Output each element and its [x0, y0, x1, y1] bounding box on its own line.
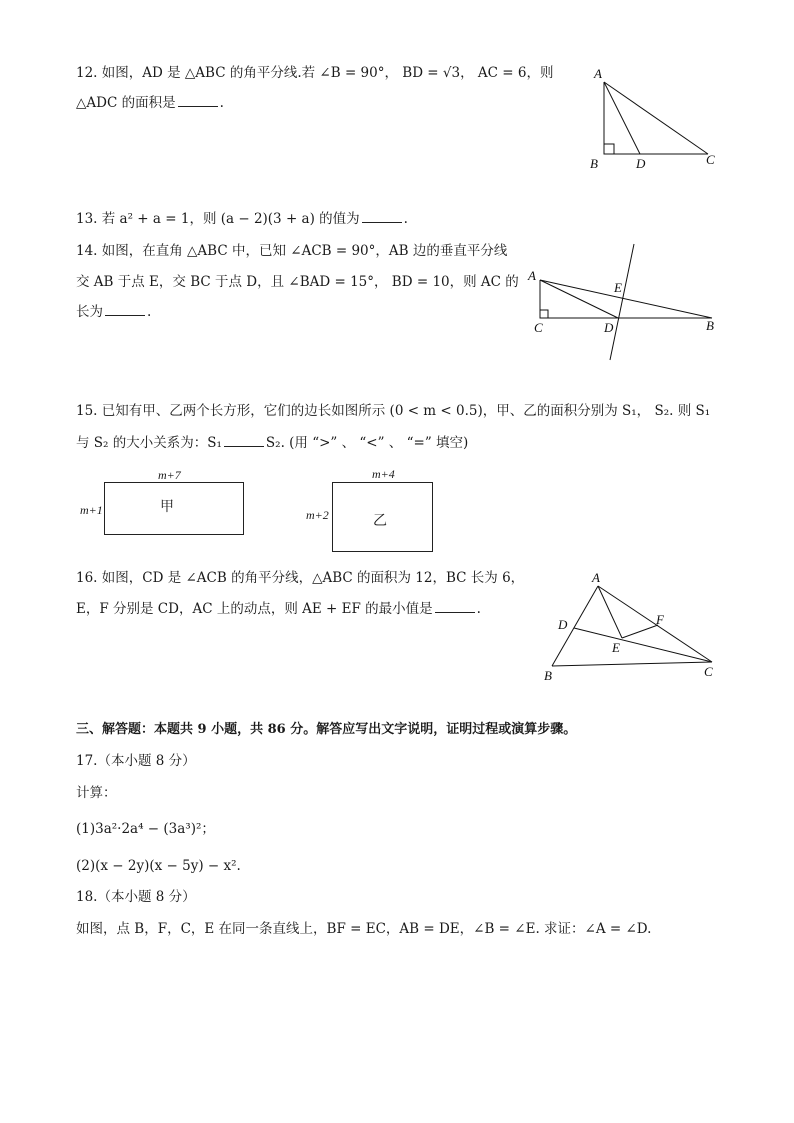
rect2-top-label: m+4	[372, 467, 395, 481]
right-angle-mark	[604, 144, 614, 154]
q15-line2	[76, 434, 468, 452]
label-C: C	[704, 664, 713, 679]
q13-line	[76, 210, 408, 228]
label-A: A	[594, 66, 602, 81]
rect2-name: 乙	[373, 513, 387, 529]
label-C: C	[706, 152, 715, 167]
q14-line1: 14. 如图，在直角 △ABC 中，已知 ∠ACB = 90°，AB 边的垂直平分线	[76, 243, 508, 259]
answer-blank	[178, 94, 218, 107]
label-E: E	[614, 280, 622, 295]
q17-part2: (2)(x − 2y)(x − 5y) − x².	[76, 858, 241, 874]
q14-line3-text: 长为	[76, 304, 103, 320]
q12-line2-end: .	[219, 95, 224, 111]
answer-blank	[224, 434, 264, 447]
label-B: B	[706, 318, 714, 333]
answer-blank	[362, 210, 402, 223]
q16-line1: 16. 如图，CD 是 ∠ACB 的角平分线，△ABC 的面积为 12，BC 长为 6，	[76, 570, 525, 586]
q12-line2	[76, 94, 224, 112]
rect1-side-label: m+1	[80, 503, 103, 517]
q15-line2b: S₂. (用 “>” 、 “<” 、 “=” 填空)	[265, 435, 469, 451]
q12-line1: 12. 如图，AD 是 △ABC 的角平分线.若 ∠B = 90°， BD = √3， AC = 6，则	[76, 65, 554, 81]
q15-line2a: 与 S₂ 的大小关系为：S₁	[76, 435, 222, 451]
rect1-top-label: m+7	[158, 468, 181, 482]
q14-line2: 交 AB 于点 E，交 BC 于点 D，且 ∠BAD = 15°， BD = 10，则 AC 的	[76, 274, 519, 290]
q14-line3-end: .	[147, 304, 152, 320]
q17-title: 17.（本小题 8 分）	[76, 753, 196, 769]
q15-line1: 15. 已知有甲、乙两个长方形，它们的边长如图所示 (0 < m < 0.5)，甲、乙的面积分别为 S₁， S₂. 则 S₁	[76, 403, 711, 419]
q12-figure	[580, 60, 730, 180]
q16-line2-end: .	[476, 601, 481, 617]
section3-heading: 三、解答题：本题共 9 小题，共 86 分。解答应写出文字说明，证明过程或演算步骤。	[76, 722, 577, 737]
q17-intro: 计算：	[76, 785, 117, 801]
q18-text: 如图，点 B，F，C，E 在同一条直线上，BF = EC，AB = DE，∠B = ∠E. 求证：∠A = ∠D.	[76, 921, 652, 937]
q17-part1: (1)3a²·2a⁴ − (3a³)²；	[76, 821, 215, 837]
label-D: D	[558, 617, 568, 632]
label-A: A	[592, 570, 600, 585]
label-C: C	[534, 320, 543, 335]
q18-title: 18.（本小题 8 分）	[76, 889, 196, 905]
q16-line2	[76, 600, 481, 618]
q16-figure	[540, 570, 730, 690]
right-angle-mark	[540, 310, 548, 318]
q13-text: 13. 若 a² + a = 1，则 (a − 2)(3 + a) 的值为	[76, 211, 360, 227]
label-A: A	[528, 268, 536, 283]
q16-line2-text: E，F 分别是 CD，AC 上的动点，则 AE + EF 的最小值是	[76, 601, 433, 617]
q12-line2-text: △ADC 的面积是	[76, 95, 176, 111]
label-E: E	[612, 640, 620, 655]
q14-line3	[76, 303, 151, 321]
rect-jia	[104, 482, 244, 535]
rect2-side-label: m+2	[306, 508, 329, 522]
label-D: D	[604, 320, 614, 335]
rect1-name: 甲	[160, 499, 174, 515]
label-B: B	[544, 668, 552, 683]
q14-figure	[524, 240, 724, 365]
label-B: B	[590, 156, 598, 171]
answer-blank	[435, 600, 475, 613]
answer-blank	[105, 303, 145, 316]
label-F: F	[656, 612, 664, 627]
label-D: D	[636, 156, 646, 171]
q13-end: .	[403, 211, 408, 227]
